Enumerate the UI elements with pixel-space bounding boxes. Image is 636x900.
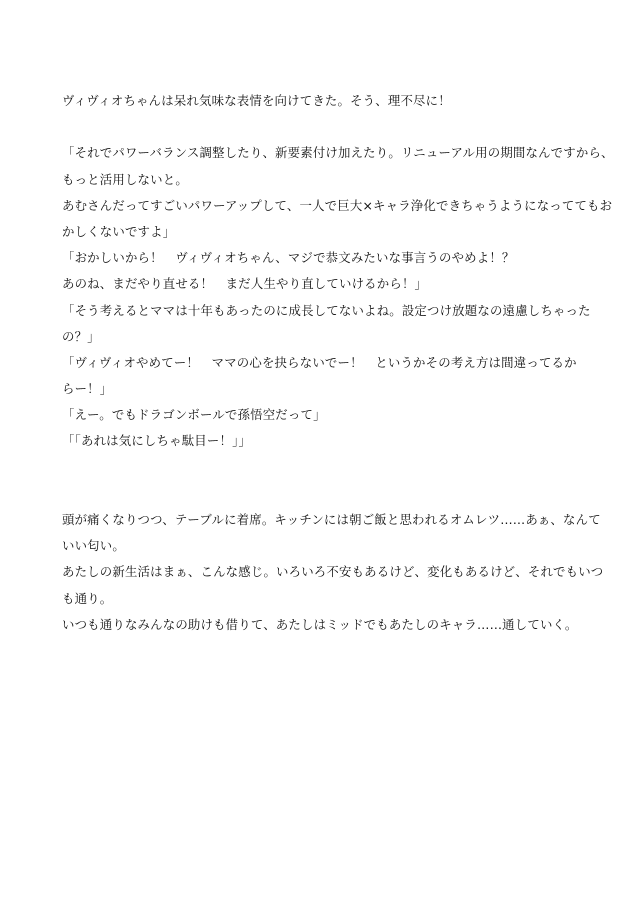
blank-line: [62, 114, 582, 140]
text-line: 「えー。でもドラゴンボールで孫悟空だって」: [62, 407, 326, 423]
text-line: かしくないですよ」: [62, 223, 176, 239]
text-line: も通り。: [62, 590, 113, 606]
text-line: らー！」: [62, 381, 113, 397]
text-line: あむさんだってすごいパワーアップして、一人で巨大×キャラ浄化できちゃうようになっててもお: [62, 197, 613, 213]
text-line: 「そう考えるとママは十年もあったのに成長してないよね。設定つけ放題なの遠慮しちゃった: [62, 302, 591, 318]
text-line: 「「あれは気にしちゃ駄目ー！」」: [62, 433, 252, 449]
text-line: の？」: [62, 328, 100, 344]
blank-line: [62, 481, 582, 507]
text-line: あたしの新生活はまぁ、こんな感じ。いろいろ不安もあるけど、変化もあるけど、それでもいつ: [62, 564, 604, 580]
text-line: あのね、まだやり直せる！ まだ人生やり直していけるから！」: [62, 276, 428, 292]
text-line: 頭が痛くなりつつ、テーブルに着席。キッチンには朝ご飯と思われるオムレツ……あぁ、なんて: [62, 512, 601, 527]
blank-line: [62, 455, 582, 481]
text-line: 「それでパワーバランス調整したり、新要素付け加えたり。リニューアル用の期間なんですから、: [62, 145, 614, 161]
text-line: ヴィヴィオちゃんは呆れ気味な表情を向けてきた。そう、理不尽に！: [62, 93, 451, 108]
text-line: 「ヴィヴィオやめてー！ ママの心を抉らないでー！ というかその考え方は間違ってるか: [62, 354, 577, 370]
text-line: いつも通りなみんなの助けも借りて、あたしはミッドでもあたしのキャラ……通していく。: [62, 616, 578, 632]
body-text: [62, 88, 614, 638]
text-line: もっと活用しないと。: [62, 171, 188, 187]
text-line: いい匂い。: [62, 538, 125, 554]
text-line: 「おかしいから！ ヴィヴィオちゃん、マジで恭文みたいな事言うのやめよ！？: [62, 250, 515, 266]
